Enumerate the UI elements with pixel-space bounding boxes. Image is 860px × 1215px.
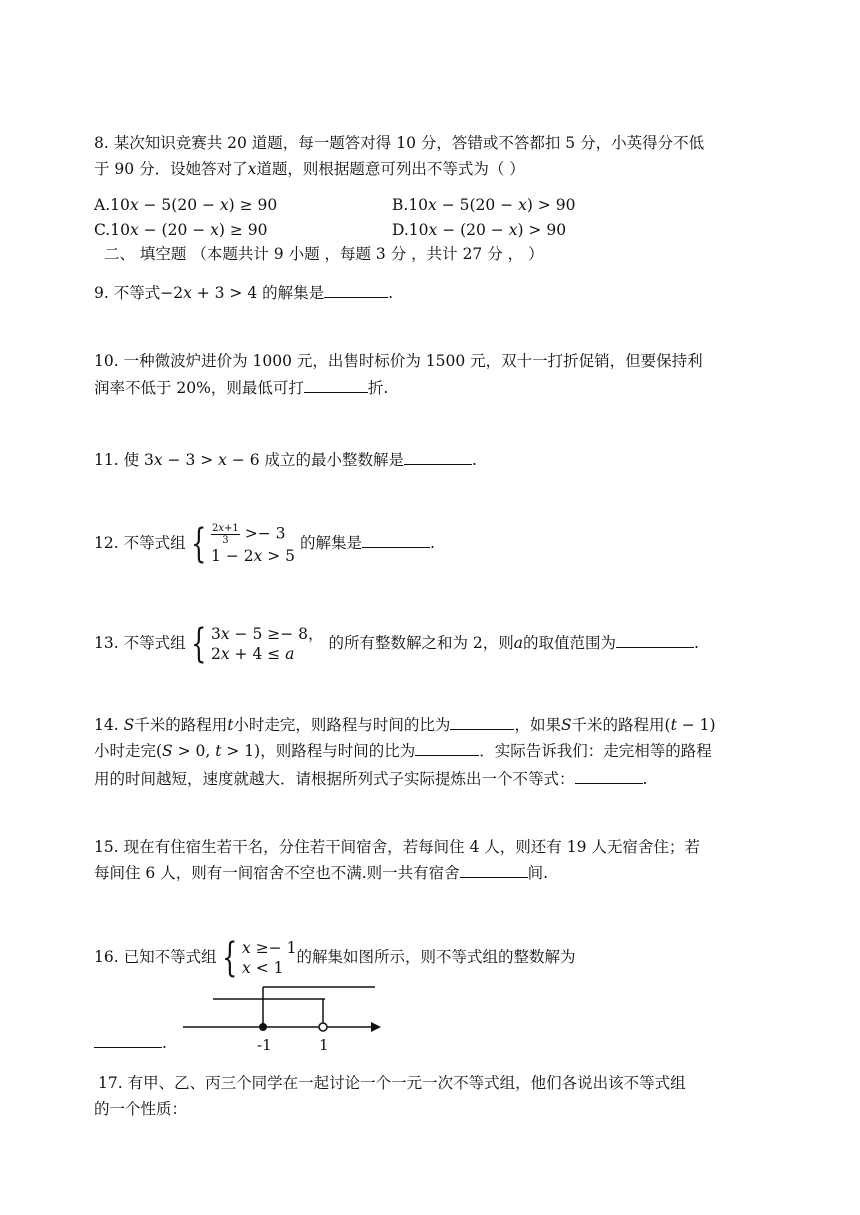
q16 xyxy=(94,934,575,980)
q15-end: 间. xyxy=(527,864,549,882)
q8-option-c: C.10𝑥 − (20 − 𝑥) ≥ 90 xyxy=(94,221,268,239)
q12-row1 xyxy=(211,523,295,546)
q16-pre: 16. 已知不等式组 xyxy=(94,948,217,966)
q10-line1: 10. 一种微波炉进价为 1000 元，出售时标价为 1500 元，双十一打折促销，但要保持利 xyxy=(94,352,703,370)
q14-answer-blank-1[interactable] xyxy=(450,715,514,730)
q12-post: 的解集是 xyxy=(299,534,362,552)
q12-row1-rest: >− 3 xyxy=(244,524,286,542)
q13-row1: 3𝑥 − 5 ≥− 8， xyxy=(211,625,324,643)
q13-pre: 13. 不等式组 xyxy=(94,634,186,652)
number-line-figure xyxy=(175,982,390,1052)
q8-option-a: A.10𝑥 − 5(20 − 𝑥) ≥ 90 xyxy=(94,196,278,214)
brace-icon: { xyxy=(190,521,206,567)
q13-post: 的所有整数解之和为 2，则𝑎的取值范围为 xyxy=(328,634,616,652)
q14-line1 xyxy=(94,714,716,736)
q17-line1: 17. 有甲、乙、丙三个同学在一起讨论一个一元一次不等式组，他们各说出该不等式组 xyxy=(98,1074,686,1092)
q13 xyxy=(94,618,699,668)
q12 xyxy=(94,516,435,570)
q8-option-d: D.10𝑥 − (20 − 𝑥) > 90 xyxy=(392,221,567,239)
q12-answer-blank[interactable] xyxy=(362,533,430,548)
q12-fraction-den: 3 xyxy=(222,534,229,546)
q9-end: . xyxy=(388,284,394,302)
brace-icon: { xyxy=(190,621,206,667)
q10-line2-text: 润率不低于 20%，则最低可打 xyxy=(94,379,304,397)
q12-row2: 1 − 2𝑥 > 5 xyxy=(211,546,296,565)
q11 xyxy=(94,449,477,471)
q14-line1-text: 14. 𝑆千米的路程用𝑡小时走完，则路程与时间的比为 xyxy=(94,716,451,734)
q9-answer-blank[interactable] xyxy=(324,283,388,298)
q13-system xyxy=(211,624,324,664)
q16-answer-line xyxy=(94,1032,167,1054)
open-point-icon xyxy=(319,1023,327,1031)
closed-point-icon xyxy=(259,1023,267,1031)
q16-row2: 𝑥 < 1 xyxy=(242,959,284,977)
q14-line3-text: 用的时间越短，速度就越大．请根据所列式子实际提炼出一个不等式： xyxy=(94,770,575,788)
q15-line2 xyxy=(94,862,548,884)
q16-row1: 𝑥 ≥− 1 xyxy=(242,939,297,957)
q8-line1: 8. 某次知识竞赛共 20 道题，每一题答对得 10 分，答错或不答都扣 5 分，小英得分不低 xyxy=(94,134,705,152)
q13-end: . xyxy=(694,634,699,652)
q11-answer-blank[interactable] xyxy=(404,450,472,465)
q13-answer-blank[interactable] xyxy=(616,633,694,648)
q14-line3 xyxy=(94,768,647,790)
tick-label-left: -1 xyxy=(257,1036,272,1052)
q11-end: . xyxy=(472,451,477,469)
q8-line2: 于 90 分．设她答对了𝑥道题，则根据题意可列出不等式为（ ） xyxy=(94,160,525,178)
q12-fraction-num: 2𝑥+1 xyxy=(212,522,239,534)
q16-system xyxy=(242,938,296,978)
q16-post: 的解集如图所示，则不等式组的整数解为 xyxy=(296,948,576,966)
q12-fraction xyxy=(211,523,240,546)
q14-answer-blank-3[interactable] xyxy=(575,769,643,784)
tick-label-right: 1 xyxy=(319,1036,329,1052)
q17-line2: 的一个性质： xyxy=(94,1100,188,1118)
axis-arrow-icon xyxy=(371,1022,381,1032)
q14-line2-text: 小时走完(𝑆 > 0, 𝑡 > 1)，则路程与时间的比为 xyxy=(94,742,416,760)
q10-answer-blank[interactable] xyxy=(304,378,368,393)
brace-icon: { xyxy=(221,935,237,981)
q14-line2 xyxy=(94,740,712,762)
q10-end: 折. xyxy=(367,379,389,397)
q12-system xyxy=(211,523,295,566)
q12-pre: 12. 不等式组 xyxy=(94,534,186,552)
q16-answer-blank[interactable] xyxy=(94,1033,162,1048)
q10-line2 xyxy=(94,377,388,399)
q14-line1-rest: ，如果𝑆千米的路程用(𝑡 − 1) xyxy=(514,716,716,734)
q9 xyxy=(94,282,393,304)
q12-end: . xyxy=(430,534,435,552)
q8-option-b: B.10𝑥 − 5(20 − 𝑥) > 90 xyxy=(392,196,576,214)
q9-text: 9. 不等式−2𝑥 + 3 > 4 的解集是 xyxy=(94,284,325,302)
q15-answer-blank[interactable] xyxy=(460,863,528,878)
q11-text: 11. 使 3𝑥 − 3 > 𝑥 − 6 成立的最小整数解是 xyxy=(94,451,405,469)
section-2-heading: 二、 填空题 （本题共计 9 小题 ，每题 3 分 ，共计 27 分 ， ） xyxy=(104,245,544,263)
q14-answer-blank-2[interactable] xyxy=(415,741,479,756)
q14-line2-rest: ．实际告诉我们：走完相等的路程 xyxy=(479,742,712,760)
q13-row2: 2𝑥 + 4 ≤ 𝑎 xyxy=(211,645,295,663)
q14-end: . xyxy=(642,770,648,788)
q16-end: . xyxy=(162,1034,167,1052)
q15-line1: 15. 现在有住宿生若干名，分住若干间宿舍，若每间住 4 人，则还有 19 人无宿舍住；若 xyxy=(94,838,700,856)
q15-line2-text: 每间住 6 人，则有一间宿舍不空也不满.则一共有宿舍 xyxy=(94,864,460,882)
